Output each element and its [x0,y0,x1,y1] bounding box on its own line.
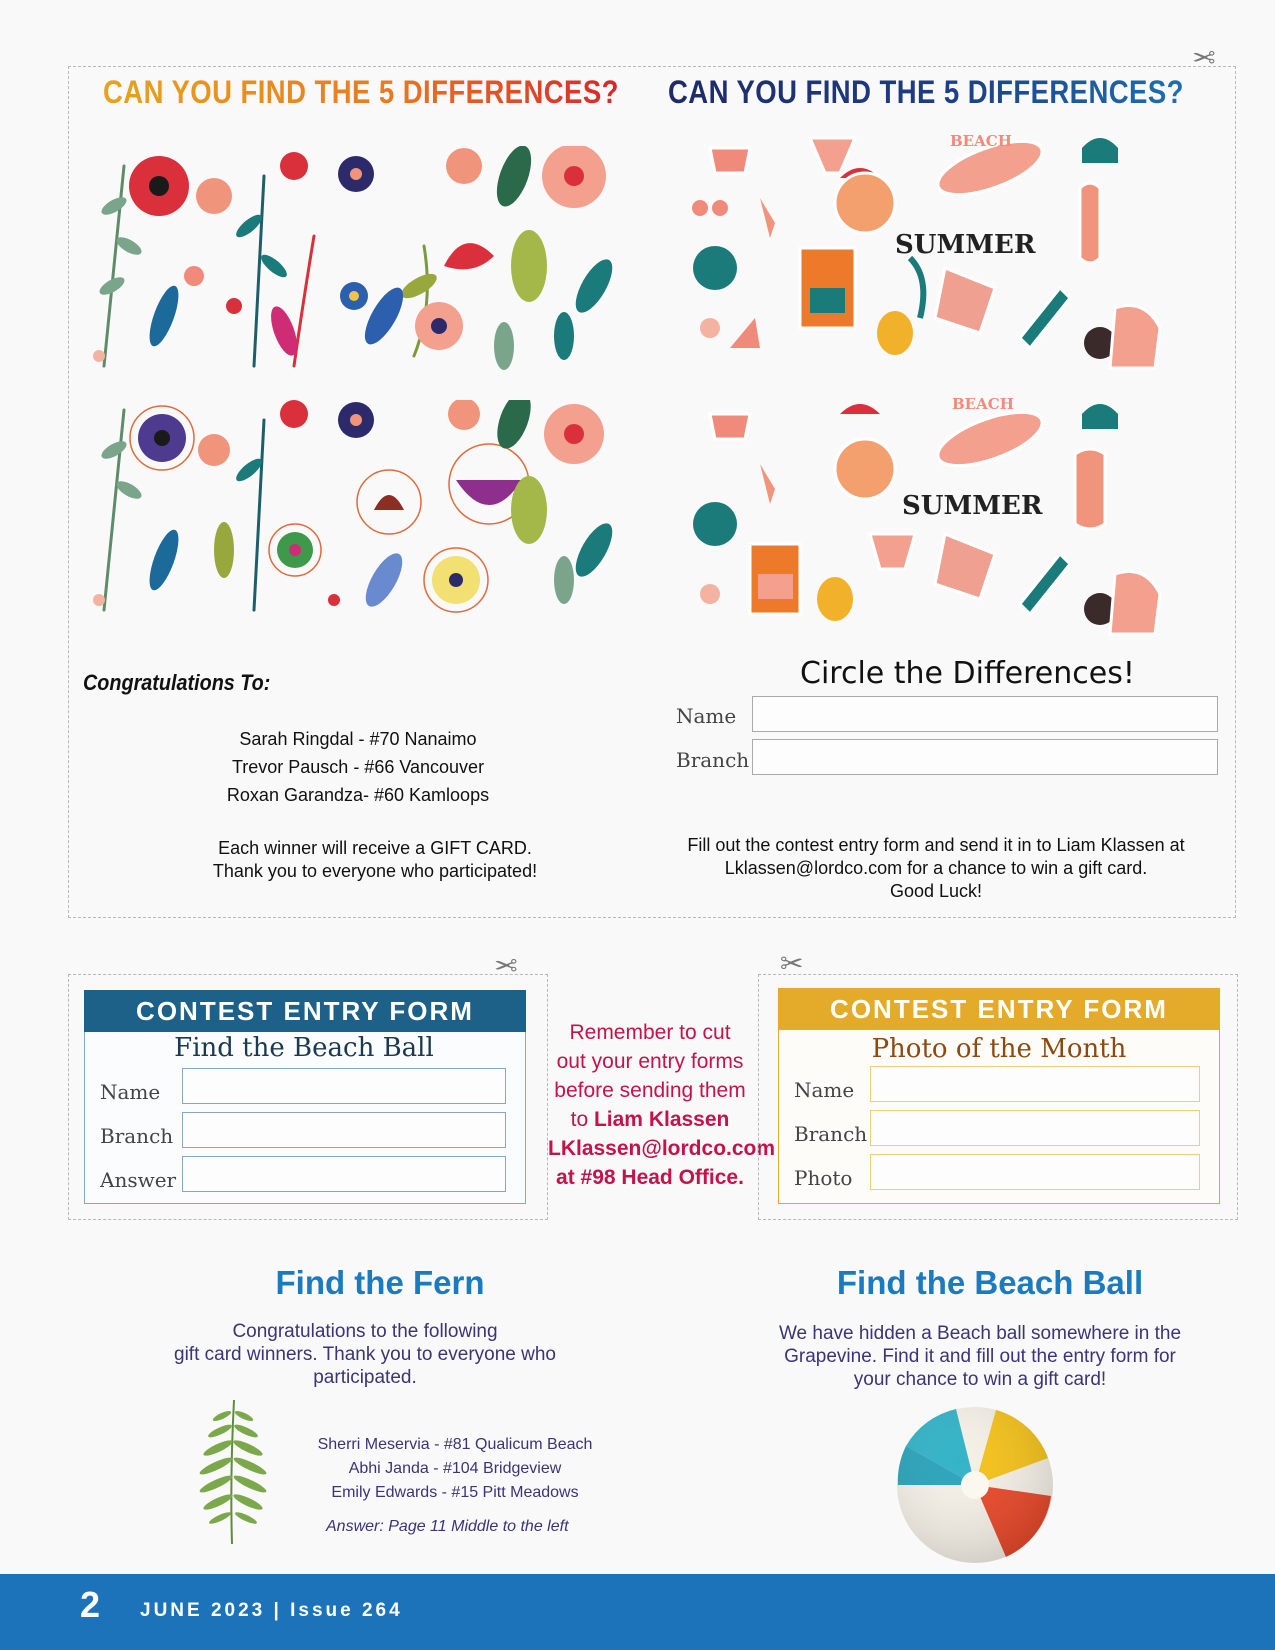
beach-ball-text-line-3: your chance to win a gift card! [853,1369,1107,1390]
right-form-header: CONTEST ENTRY FORM [778,988,1220,1030]
summer-illustration-bottom [690,394,1170,640]
beach-ball-description [740,1322,1220,1391]
branch-field[interactable] [752,739,1218,775]
right-puzzle-heading: CAN YOU FIND THE 5 DIFFERENCES? [668,74,1184,110]
winner-item: Trevor Pausch - #66 Vancouver [231,757,485,777]
beach-ball-text-line-1: We have hidden a Beach ball somewhere in the [778,1323,1182,1344]
reminder-email: LKlassen@lordco.com [548,1137,776,1160]
branch-label: Branch [676,748,750,772]
right-name-field[interactable] [870,1066,1200,1102]
circle-differences-title: Circle the Differences! [800,656,1135,691]
contest-instructions [660,834,1212,903]
left-answer-label: Answer [100,1168,177,1192]
winner-note-line-1: Each winner will receive a GIFT CARD. [218,838,532,858]
reminder-location: at #98 Head Office. [556,1166,744,1189]
fern-winner-item: Emily Edwards - #15 Pitt Meadows [331,1484,579,1501]
instructions-line-1: Fill out the contest entry form and send it in to Liam Klassen at [687,835,1185,855]
summer-label: SUMMER [895,230,1036,260]
fern-text-line-3: participated. [313,1367,417,1388]
reminder-line-4: to Liam Klassen [570,1108,730,1131]
winner-item: Sarah Ringdal - #70 Nanaimo [239,729,477,749]
reminder-line-3: before sending them [554,1079,746,1102]
right-photo-label: Photo [794,1166,853,1190]
beach-ball-section-title: Find the Beach Ball [836,1264,1144,1301]
right-branch-field[interactable] [870,1110,1200,1146]
fern-winner-item: Abhi Janda - #104 Bridgeview [348,1460,562,1477]
winners-list [158,725,558,809]
winner-note [170,837,580,883]
fern-winner-item: Sherri Meservia - #81 Qualicum Beach [317,1436,593,1453]
fern-description [140,1320,590,1389]
instructions-line-3: Good Luck! [889,881,983,901]
left-answer-field[interactable] [182,1156,506,1192]
right-name-label: Name [794,1078,855,1102]
winner-note-line-2: Thank you to everyone who participated! [212,861,538,881]
left-branch-label: Branch [100,1124,174,1148]
left-name-label: Name [100,1080,161,1104]
issue-label: JUNE 2023 | Issue 264 [140,1600,403,1621]
name-label: Name [676,704,737,728]
right-photo-field[interactable] [870,1154,1200,1190]
page-footer [0,1574,1275,1650]
instructions-line-2: Lklassen@lordco.com for a chance to win a gift card. [724,858,1148,878]
beach-label: BEACH [950,132,1012,150]
flower-illustration-bottom [84,400,630,622]
fern-text-line-1: Congratulations to the following [232,1321,498,1342]
left-name-field[interactable] [182,1068,506,1104]
cut-reminder [548,1018,776,1192]
winner-item: Roxan Garandza- #60 Kamloops [226,785,490,805]
congratulations-title: Congratulations To: [83,670,271,695]
fern-answer: Answer: Page 11 Middle to the left [326,1518,569,1535]
fern-text-line-2: gift card winners. Thank you to everyone who [174,1344,556,1365]
page-number: 2 [80,1584,101,1625]
left-form-subtitle: Find the Beach Ball [174,1033,434,1063]
fern-section-title: Find the Fern [275,1264,485,1301]
scissors-icon: ✂ [780,947,804,980]
right-form-subtitle: Photo of the Month [871,1034,1127,1064]
scissors-icon: ✂ [1192,40,1216,73]
name-field[interactable] [752,696,1218,732]
scissors-icon: ✂ [494,948,518,981]
summer-illustration-top [690,128,1170,374]
fern-winners-list [300,1433,610,1505]
reminder-contact-name: Liam Klassen [593,1108,730,1131]
beach-ball-icon [896,1406,1054,1564]
left-branch-field[interactable] [182,1112,506,1148]
beach-label-2: BEACH [952,395,1014,413]
reminder-line-1: Remember to cut [569,1021,731,1044]
left-puzzle-heading: CAN YOU FIND THE 5 DIFFERENCES? [103,74,619,110]
left-form-header: CONTEST ENTRY FORM [84,990,526,1032]
beach-ball-text-line-2: Grapevine. Find it and fill out the entry form for [784,1346,1176,1367]
fern-icon [192,1396,272,1546]
right-branch-label: Branch [794,1122,868,1146]
summer-label-2: SUMMER [902,491,1043,521]
reminder-line-2: out your entry forms [556,1050,744,1073]
flower-illustration-top [84,146,630,378]
